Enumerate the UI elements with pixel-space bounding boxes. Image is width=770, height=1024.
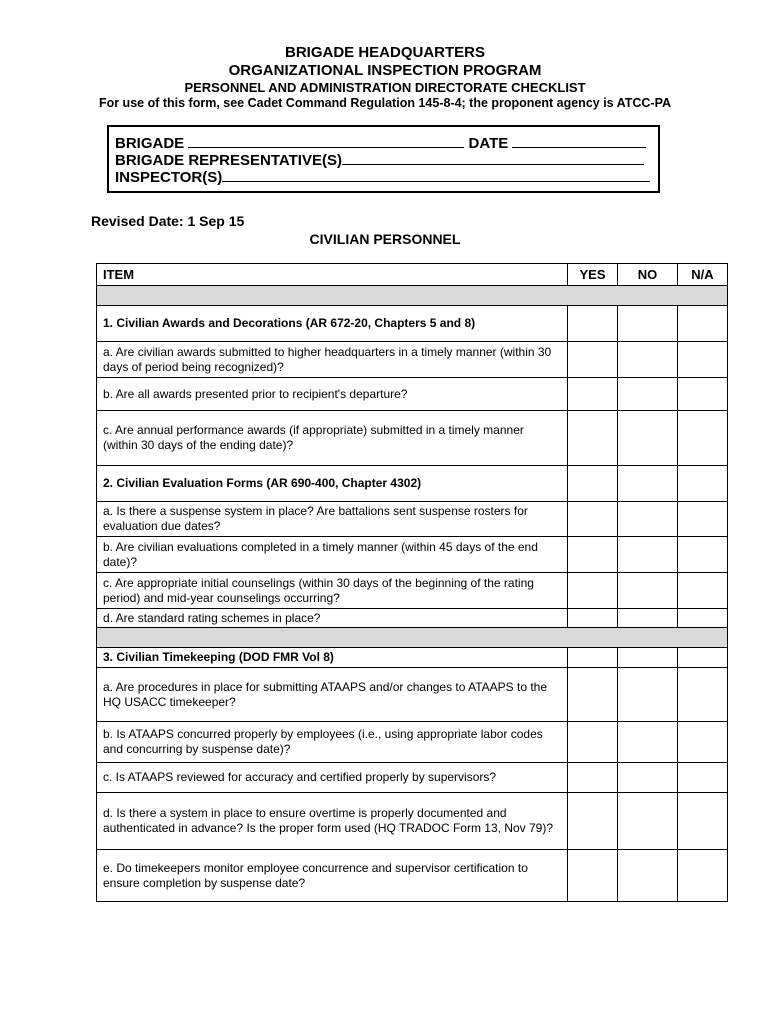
no-answer-box[interactable] (618, 411, 678, 466)
inspector-line (115, 167, 650, 186)
yes-answer-box[interactable] (568, 411, 618, 466)
table-row (97, 722, 728, 763)
brigade-label: BRIGADE (115, 135, 185, 152)
question-text: a. Are civilian awards submitted to higher headquarters in a timely manner (within 30 days of period being recognized)? (97, 342, 568, 378)
yes-column-header: YES (568, 264, 618, 286)
inspector-label: INSPECTOR(S) (115, 169, 223, 186)
brigade-representative-field[interactable] (342, 150, 644, 165)
no-answer-box[interactable] (618, 668, 678, 722)
yes-answer-box[interactable] (568, 668, 618, 722)
yes-answer-box[interactable] (568, 763, 618, 793)
yes-answer-box[interactable] (568, 342, 618, 378)
na-answer-box[interactable] (678, 466, 728, 502)
no-answer-box[interactable] (618, 850, 678, 902)
question-text: e. Do timekeepers monitor employee concurrence and supervisor certification to ensure completion by suspense date? (97, 850, 568, 902)
no-answer-box[interactable] (618, 722, 678, 763)
na-answer-box[interactable] (678, 573, 728, 609)
form-title: BRIGADE HEADQUARTERS (284, 44, 485, 61)
question-text: c. Are appropriate initial counselings (within 30 days of the beginning of the rating period) and mid-year counselings occurring? (97, 573, 568, 609)
na-answer-box[interactable] (678, 411, 728, 466)
date-field[interactable] (512, 133, 646, 148)
item-column-header: ITEM (97, 264, 568, 286)
table-row (97, 537, 728, 573)
section-heading-row (97, 648, 728, 668)
section-separator-row (97, 628, 728, 648)
table-row (97, 502, 728, 537)
yes-answer-box[interactable] (568, 378, 618, 411)
no-answer-box[interactable] (618, 793, 678, 850)
yes-answer-box[interactable] (568, 466, 618, 502)
table-row (97, 793, 728, 850)
table-row (97, 763, 728, 793)
table-row (97, 411, 728, 466)
brigade-field[interactable] (188, 133, 464, 148)
section-heading-row (97, 466, 728, 502)
table-row (97, 850, 728, 902)
question-text: c. Are annual performance awards (if appropriate) submitted in a timely manner (within 30 days of the ending date)? (97, 411, 568, 466)
na-answer-box[interactable] (678, 793, 728, 850)
na-answer-box[interactable] (678, 668, 728, 722)
section-heading: 2. Civilian Evaluation Forms (AR 690-400, Chapter 4302) (97, 466, 568, 502)
question-text: b. Is ATAAPS concurred properly by employees (i.e., using appropriate labor codes and concurring by suspense date)? (97, 722, 568, 763)
no-answer-box[interactable] (618, 537, 678, 573)
na-column-header: N/A (678, 264, 728, 286)
question-text: d. Is there a system in place to ensure overtime is properly documented and authenticated in advance? Is the proper form used (HQ TRADOC Form 13, Nov 79)? (97, 793, 568, 850)
no-answer-box[interactable] (618, 342, 678, 378)
section-heading: 1. Civilian Awards and Decorations (AR 672-20, Chapters 5 and 8) (97, 306, 568, 342)
yes-answer-box[interactable] (568, 573, 618, 609)
table-row (97, 573, 728, 609)
na-answer-box[interactable] (678, 722, 728, 763)
no-answer-box[interactable] (618, 502, 678, 537)
question-text: b. Are all awards presented prior to recipient's departure? (97, 378, 568, 411)
no-answer-box[interactable] (618, 466, 678, 502)
no-column-header: NO (618, 264, 678, 286)
question-text: a. Is there a suspense system in place? Are battalions sent suspense rosters for evaluation due dates? (97, 502, 568, 537)
question-text: a. Are procedures in place for submitting ATAAPS and/or changes to ATAAPS to the HQ USACC timekeeper? (97, 668, 568, 722)
question-text: d. Are standard rating schemes in place? (97, 609, 568, 628)
table-row (97, 609, 728, 628)
yes-answer-box[interactable] (568, 850, 618, 902)
no-answer-box[interactable] (618, 306, 678, 342)
na-answer-box[interactable] (678, 609, 728, 628)
revised-date: Revised Date: 1 Sep 15 (91, 213, 245, 229)
date-label: DATE (468, 135, 509, 152)
yes-answer-box[interactable] (568, 609, 618, 628)
yes-answer-box[interactable] (568, 793, 618, 850)
section-separator-row (97, 286, 728, 306)
section-heading-row (97, 306, 728, 342)
na-answer-box[interactable] (678, 342, 728, 378)
separator-cell (97, 286, 728, 306)
na-answer-box[interactable] (678, 763, 728, 793)
no-answer-box[interactable] (618, 573, 678, 609)
section-title: CIVILIAN PERSONNEL (309, 231, 461, 247)
question-text: b. Are civilian evaluations completed in a timely manner (within 45 days of the end date)? (97, 537, 568, 573)
form-use-note: For use of this form, see Cadet Command Regulation 145-8-4; the proponent agency is ATCC-PA (98, 96, 672, 110)
checklist-title: PERSONNEL AND ADMINISTRATION DIRECTORATE CHECKLIST (184, 80, 586, 95)
yes-answer-box[interactable] (568, 648, 618, 668)
question-text: c. Is ATAAPS reviewed for accuracy and certified properly by supervisors? (97, 763, 568, 793)
no-answer-box[interactable] (618, 648, 678, 668)
section-heading: 3. Civilian Timekeeping (DOD FMR Vol 8) (97, 648, 568, 668)
na-answer-box[interactable] (678, 648, 728, 668)
yes-answer-box[interactable] (568, 306, 618, 342)
yes-answer-box[interactable] (568, 537, 618, 573)
no-answer-box[interactable] (618, 378, 678, 411)
no-answer-box[interactable] (618, 763, 678, 793)
separator-cell (97, 628, 728, 648)
na-answer-box[interactable] (678, 537, 728, 573)
table-row (97, 342, 728, 378)
na-answer-box[interactable] (678, 502, 728, 537)
yes-answer-box[interactable] (568, 502, 618, 537)
brigade-representative-label: BRIGADE REPRESENTATIVE(S) (115, 152, 342, 169)
yes-answer-box[interactable] (568, 722, 618, 763)
table-row (97, 668, 728, 722)
table-row (97, 378, 728, 411)
table-header-row (97, 264, 728, 286)
inspector-field[interactable] (222, 167, 650, 182)
na-answer-box[interactable] (678, 306, 728, 342)
checklist-table (96, 263, 728, 902)
na-answer-box[interactable] (678, 850, 728, 902)
na-answer-box[interactable] (678, 378, 728, 411)
inspection-info-box (107, 125, 660, 193)
program-title: ORGANIZATIONAL INSPECTION PROGRAM (228, 62, 542, 79)
no-answer-box[interactable] (618, 609, 678, 628)
